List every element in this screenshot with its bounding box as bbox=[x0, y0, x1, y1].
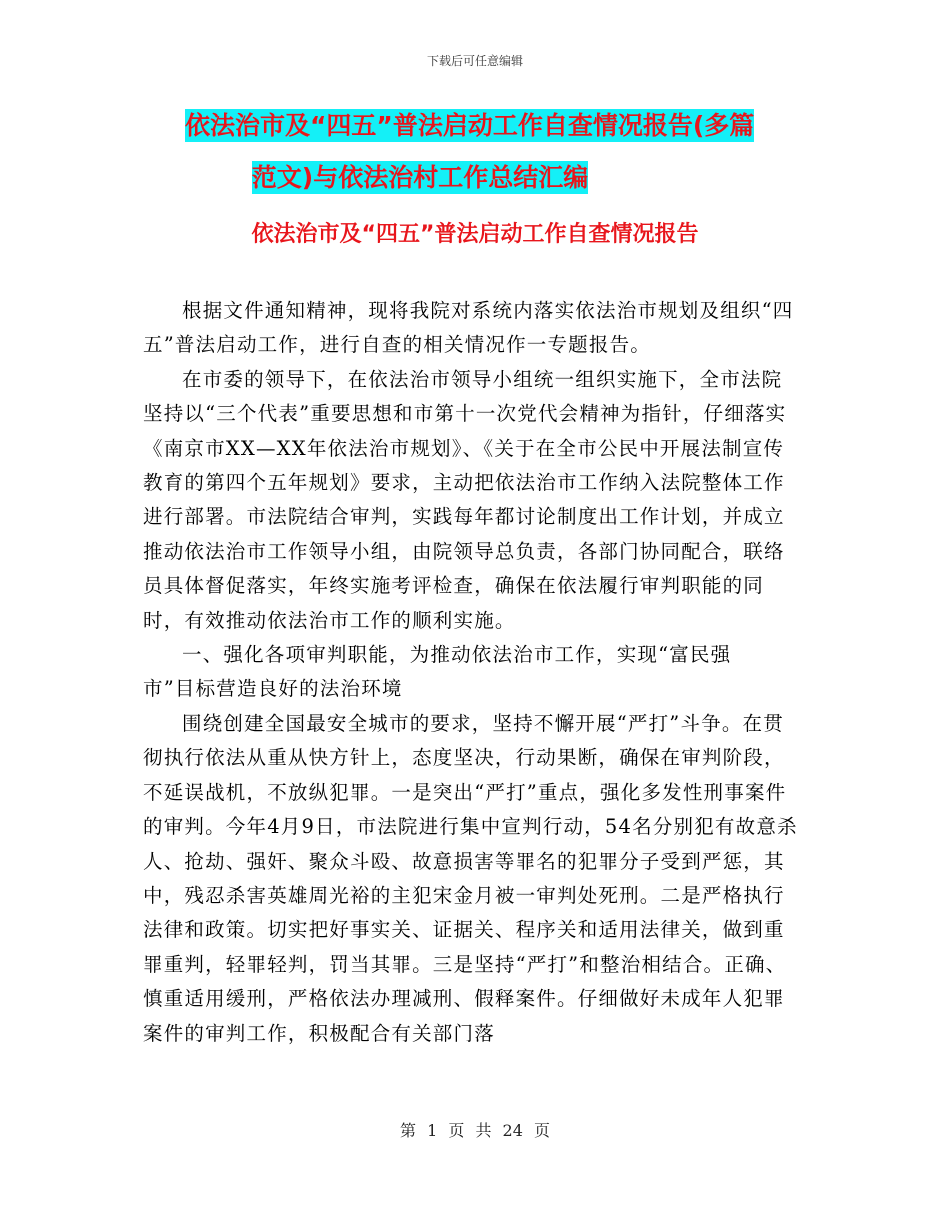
paragraph: 围绕创建全国最安全城市的要求，坚持不懈开展“严打”斗争。在贯彻执行依法从重从快方针上，态度坚决，行动果断，确保在审判阶段，不延误战机，不放纵犯罪。一是突出“严打”重点，强化多发性刑事案件的审判。今年4月9日，市法院进行集中宣判行动，54名分别犯有故意杀人、抢劫、强奸、聚众斗殴、故意损害等罪名的犯罪分子受到严惩，其中，残忍杀害英雄周光裕的主犯宋金月被一审判处死刑。二是严格执行法律和政策。切实把好事实关、证据关、程序关和适用法律关，做到重罪重判，轻罪轻判，罚当其罪。三是坚持“严打”和整治相结合。正确、慎重适用缓刑，严格依法办理减刑、假释案件。仔细做好未成年人犯罪案件的审判工作，积极配合有关部门落 bbox=[143, 711, 798, 1045]
document-body bbox=[143, 294, 798, 1051]
section-title: 依法治市及“四五”普法启动工作自查情况报告 bbox=[251, 222, 699, 247]
paragraph: 在市委的领导下，在依法治市领导小组统一组织实施下，全市法院坚持以“三个代表”重要思想和市第十一次党代会精神为指针，仔细落实《南京市XX—XX年依法治市规划》、《关于在全市公民中开展法制宣传教育的第四个五年规划》要求，主动把依法治市工作纳入法院整体工作进行部署。市法院结合审判，实践每年都讨论制度出工作计划，并成立推动依法治市工作领导小组，由院领导总负责，各部门协同配合，联络员具体督促落实，年终实施考评检查，确保在依法履行审判职能的同时，有效推动依法治市工作的顺利实施。 bbox=[143, 367, 787, 632]
paragraph-heading: 一、强化各项审判职能，为推动依法治市工作，实现“富民强市”目标营造良好的法治环境 bbox=[143, 643, 732, 701]
document-title bbox=[185, 110, 815, 214]
page-header-note: 下载后可任意编辑 bbox=[426, 54, 523, 68]
paragraph: 根据文件通知精神，现将我院对系统内落实依法治市规划及组织“四五”普法启动工作，进行自查的相关情况作一专题报告。 bbox=[143, 299, 794, 357]
document-title-line-1: 依法治市及“四五”普法启动工作自查情况报告(多篇 bbox=[185, 111, 755, 140]
document-title-line-2: 范文)与依法治村工作总结汇编 bbox=[251, 163, 589, 192]
page-number: 第 1 页 共 24 页 bbox=[400, 1121, 550, 1140]
